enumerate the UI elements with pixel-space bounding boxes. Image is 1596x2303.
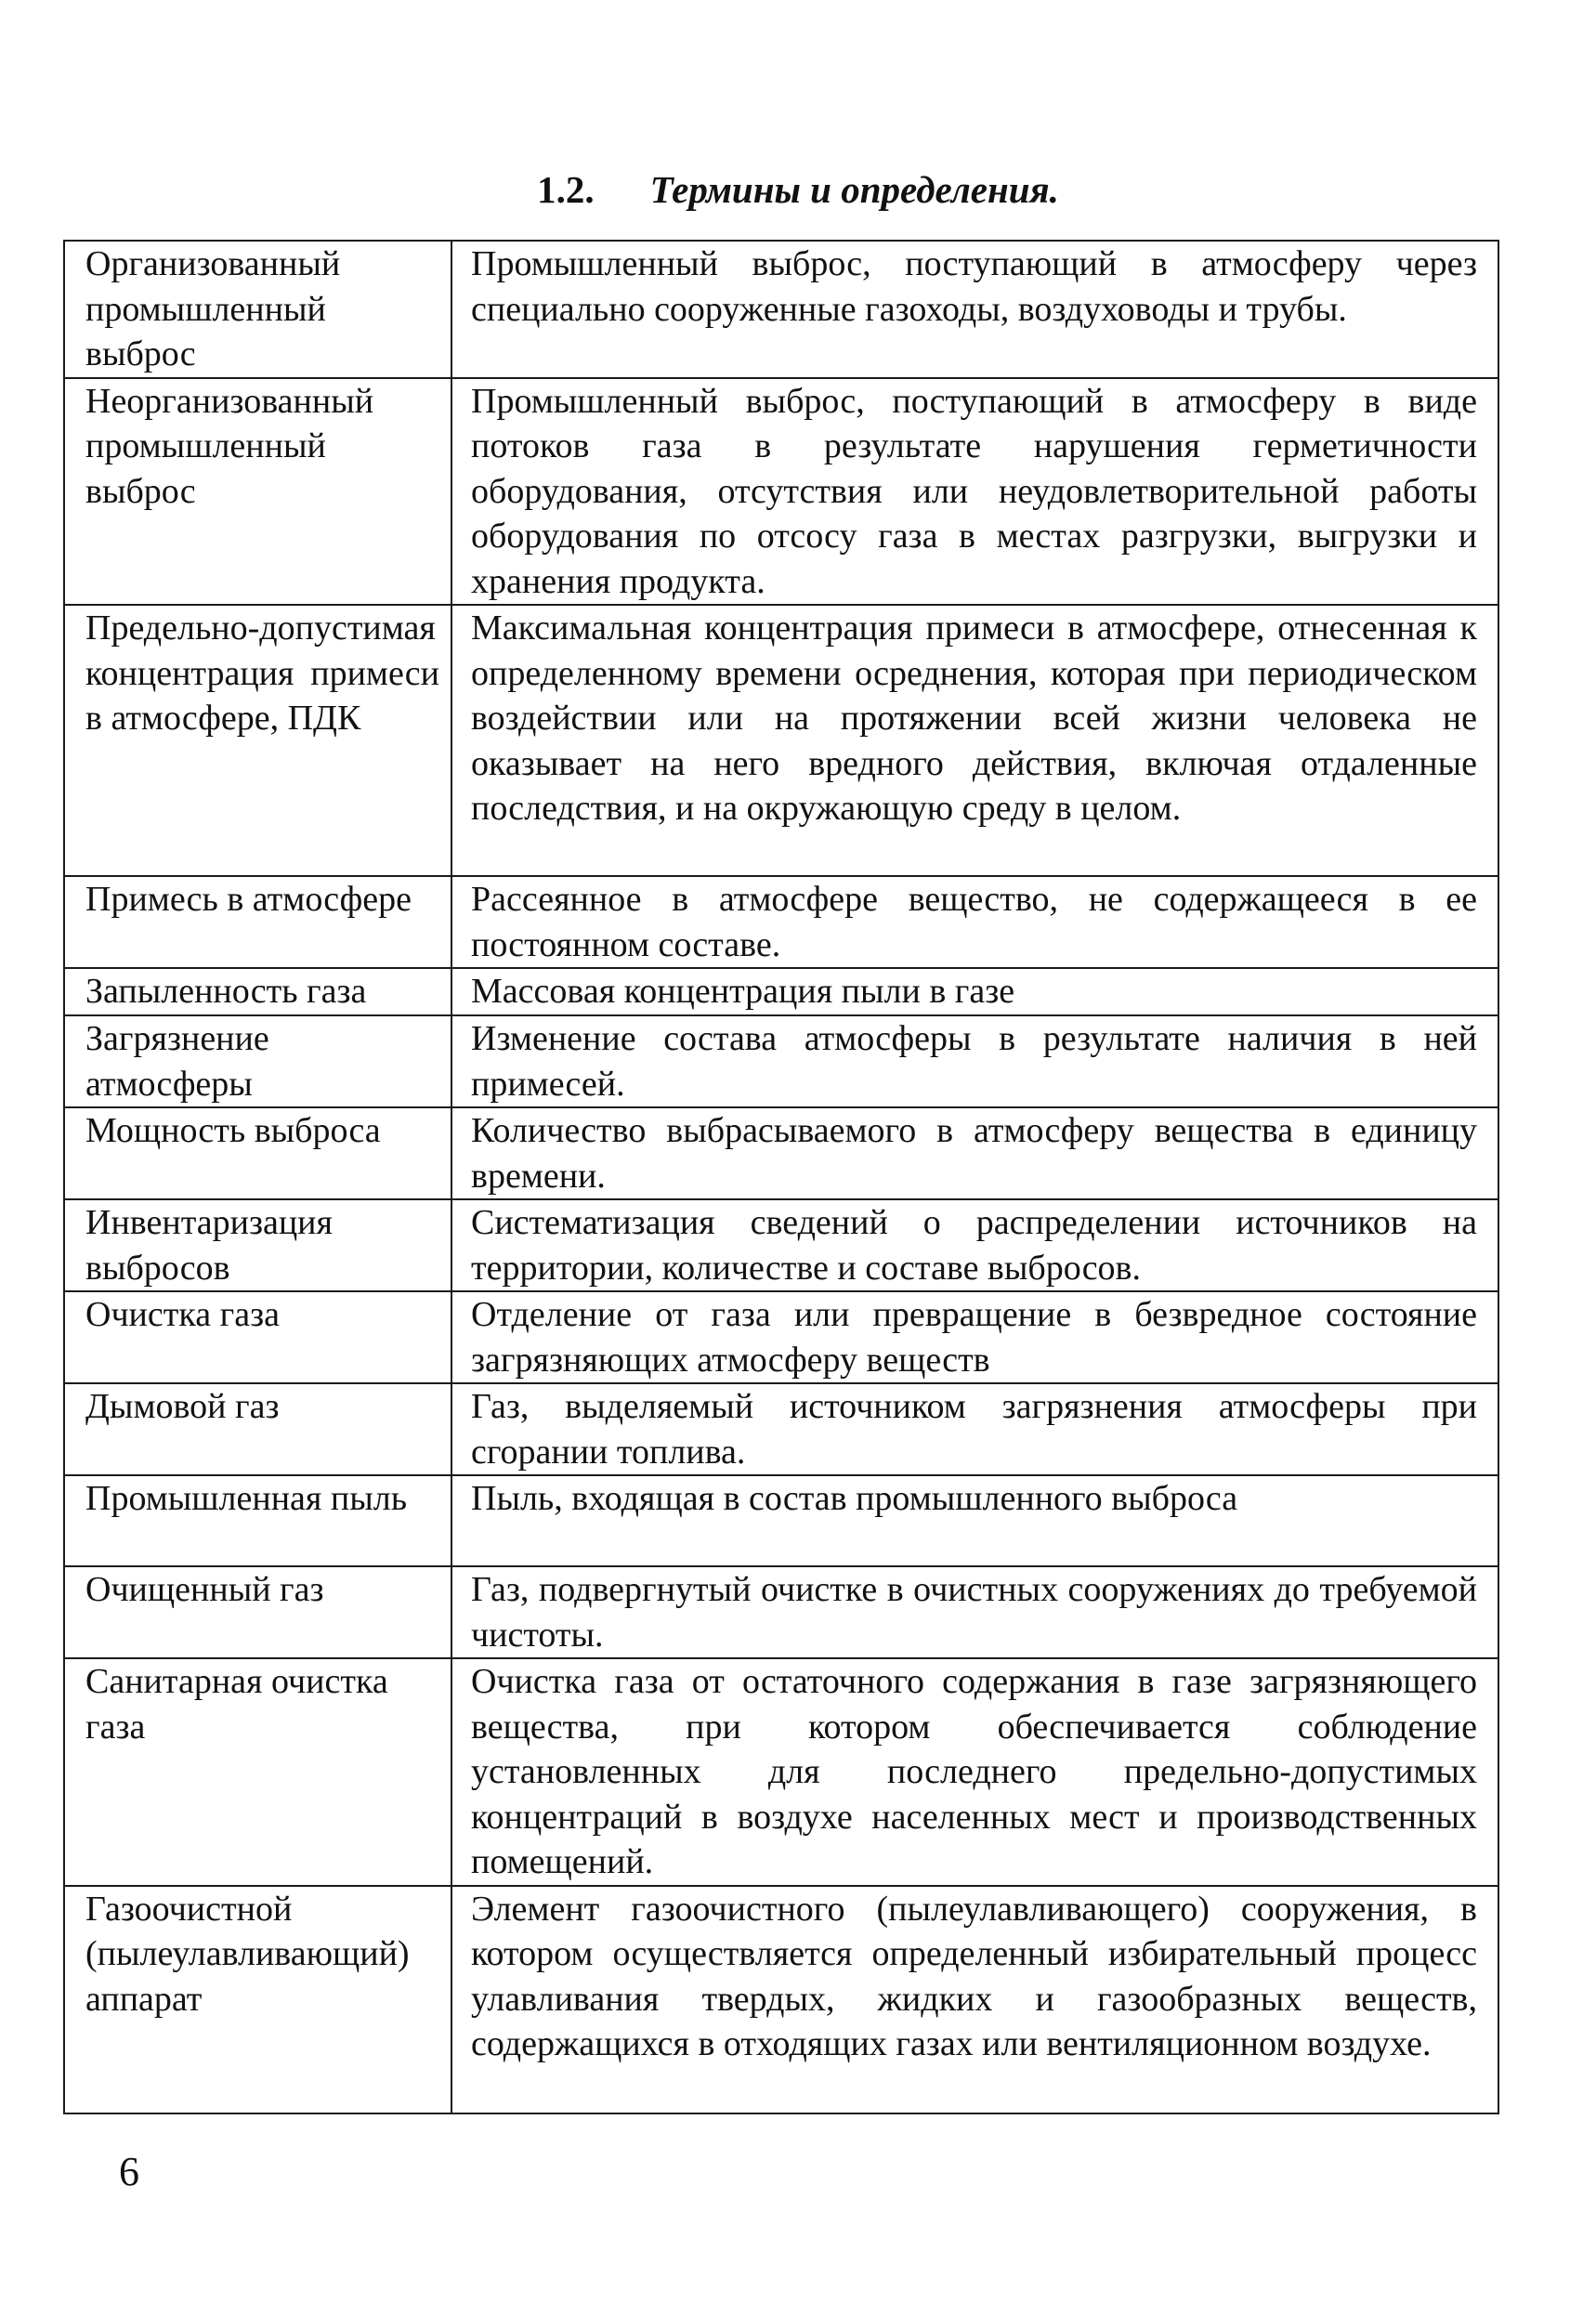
definition-cell: Промышленный выброс, поступающий в атмосферу в виде потоков газа в результате нарушения герметичности оборудования, отсутствия или неудовлетворительной работы оборудования по отсосу газа в местах разгрузки, выгрузки и хранения продукта. [451, 378, 1498, 606]
term-cell: Неорганизованный промышленный выброс [64, 378, 451, 606]
term-cell: Загрязнение атмосферы [64, 1015, 451, 1107]
definition-cell: Отделение от газа или превращение в безвредное состояние загрязняющих атмосферу веществ [451, 1291, 1498, 1383]
table-row [64, 1199, 1498, 1291]
table-row [64, 605, 1498, 876]
term-cell: Очищенный газ [64, 1566, 451, 1658]
table-row [64, 1566, 1498, 1658]
term-cell: Запыленность газа [64, 968, 451, 1015]
section-title: Термины и определения. [649, 168, 1059, 211]
table-row [64, 1886, 1498, 2113]
table-row [64, 378, 1498, 606]
table-row [64, 968, 1498, 1015]
table-row [64, 1107, 1498, 1199]
terms-table [63, 240, 1499, 2114]
definition-cell: Элемент газоочистного (пылеулавливающего) сооружения, в котором осуществляется определенный избирательный процесс улавливания твердых, жидких и газообразных веществ, содержащихся в отходящих газах или вентиляционном воздухе. [451, 1886, 1498, 2113]
table-row [64, 241, 1498, 378]
term-cell: Дымовой газ [64, 1383, 451, 1475]
term-cell: Очистка газа [64, 1291, 451, 1383]
table-row [64, 876, 1498, 968]
table-row [64, 1383, 1498, 1475]
table-row [64, 1291, 1498, 1383]
definition-cell: Промышленный выброс, поступающий в атмосферу через специально сооруженные газоходы, воздуховоды и трубы. [451, 241, 1498, 378]
term-cell: Промышленная пыль [64, 1475, 451, 1566]
definition-cell: Изменение состава атмосферы в результате наличия в ней примесей. [451, 1015, 1498, 1107]
term-cell: Санитарная очистка газа [64, 1658, 451, 1886]
term-cell: Организованный промышленный выброс [64, 241, 451, 378]
definition-cell: Количество выбрасываемого в атмосферу вещества в единицу времени. [451, 1107, 1498, 1199]
table-row [64, 1658, 1498, 1886]
definition-cell: Массовая концентрация пыли в газе [451, 968, 1498, 1015]
definition-cell: Систематизация сведений о распределении источников на территории, количестве и составе выбросов. [451, 1199, 1498, 1291]
table-row [64, 1015, 1498, 1107]
term-cell: Предельно-допустимая концентрация примеси в атмосфере, ПДК [64, 605, 451, 876]
definition-cell: Очистка газа от остаточного содержания в газе загрязняющего вещества, при котором обеспечивается соблюдение установленных для последнего предельно-допустимых концентраций в воздухе населенных мест и производственных помещений. [451, 1658, 1498, 1886]
table-row [64, 1475, 1498, 1566]
definition-cell: Газ, подвергнутый очистке в очистных сооружениях до требуемой чистоты. [451, 1566, 1498, 1658]
page-number: 6 [119, 2149, 139, 2194]
term-cell: Примесь в атмосфере [64, 876, 451, 968]
section-number: 1.2. [537, 168, 595, 211]
definition-cell: Газ, выделяемый источником загрязнения атмосферы при сгорании топлива. [451, 1383, 1498, 1475]
section-heading [0, 167, 1596, 212]
term-cell: Мощность выброса [64, 1107, 451, 1199]
term-cell: Газоочистной (пылеулавливающий) аппарат [64, 1886, 451, 2113]
definition-cell: Максимальная концентрация примеси в атмосфере, отнесенная к определенному времени осреднения, которая при периодическом воздействии или на протяжении всей жизни человека не оказывает на него вредного действия, включая отдаленные последствия, и на окружающую среду в целом. [451, 605, 1498, 876]
term-cell: Инвентаризация выбросов [64, 1199, 451, 1291]
definition-cell: Рассеянное в атмосфере вещество, не содержащееся в ее постоянном составе. [451, 876, 1498, 968]
definition-cell: Пыль, входящая в состав промышленного выброса [451, 1475, 1498, 1566]
